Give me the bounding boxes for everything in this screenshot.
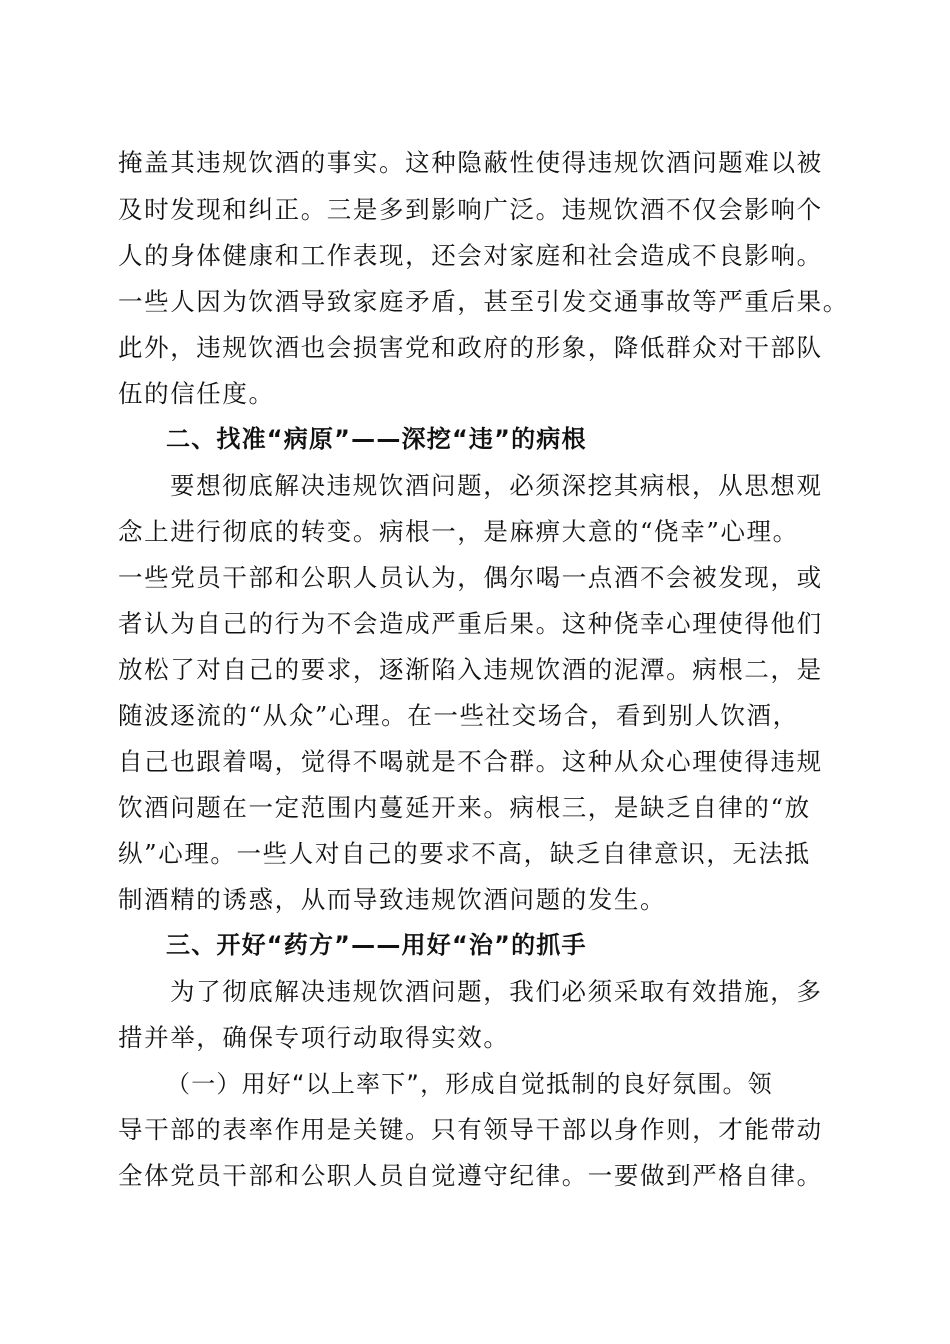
paragraph-line: 及时发现和纠正。三是多到影响广泛。违规饮酒不仅会影响个: [118, 195, 823, 224]
paragraph-line: 饮酒问题在一定范围内蔓延开来。病根三，是缺乏自律的“放: [118, 793, 811, 822]
paragraph-line: 要想彻底解决违规饮酒问题，必须深挖其病根，从思想观: [170, 471, 823, 500]
paragraph-line: 自己也跟着喝，觉得不喝就是不合群。这种从众心理使得违规: [118, 747, 823, 776]
paragraph-line: 伍的信任度。: [118, 379, 275, 408]
paragraph-line: 掩盖其违规饮酒的事实。这种隐蔽性使得违规饮酒问题难以被: [118, 148, 823, 177]
paragraph-line: 制酒精的诱惑，从而导致违规饮酒问题的发生。: [118, 885, 667, 914]
paragraph-line: 人的身体健康和工作表现，还会对家庭和社会造成不良影响。: [118, 241, 823, 270]
paragraph-line: 一些人因为饮酒导致家庭矛盾，甚至引发交通事故等严重后果。: [118, 287, 849, 316]
paragraph-line: 此外，违规饮酒也会损害党和政府的形象，降低群众对干部队: [118, 333, 823, 362]
paragraph-line: 为了彻底解决违规饮酒问题，我们必须采取有效措施，多: [170, 977, 823, 1006]
paragraph-line: 者认为自己的行为不会造成严重后果。这种侥幸心理使得他们: [118, 609, 823, 638]
paragraph-line: 放松了对自己的要求，逐渐陷入违规饮酒的泥潭。病根二，是: [118, 655, 823, 684]
paragraph-line: 念上进行彻底的转变。病根一，是麻痹大意的“侥幸”心理。: [118, 517, 799, 546]
paragraph-line: 全体党员干部和公职人员自觉遵守纪律。一要做到严格自律。: [118, 1161, 823, 1190]
subsection-heading-1: （一）用好“以上率下”，形成自觉抵制的良好氛围。领: [166, 1070, 773, 1098]
section-heading-2: 二、找准“病原”——深挖“违”的病根: [166, 425, 587, 453]
paragraph-line: 纵”心理。一些人对自己的要求不高，缺乏自律意识，无法抵: [118, 839, 811, 868]
paragraph-line: 一些党员干部和公职人员认为，偶尔喝一点酒不会被发现，或: [118, 563, 823, 592]
section-heading-3: 三、开好“药方”——用好“治”的抓手: [166, 931, 587, 959]
paragraph-line: 导干部的表率作用是关键。只有领导干部以身作则，才能带动: [118, 1115, 823, 1144]
paragraph-line: 措并举，确保专项行动取得实效。: [118, 1023, 510, 1052]
paragraph-line: 随波逐流的“从众”心理。在一些社交场合，看到别人饮酒，: [118, 701, 799, 730]
